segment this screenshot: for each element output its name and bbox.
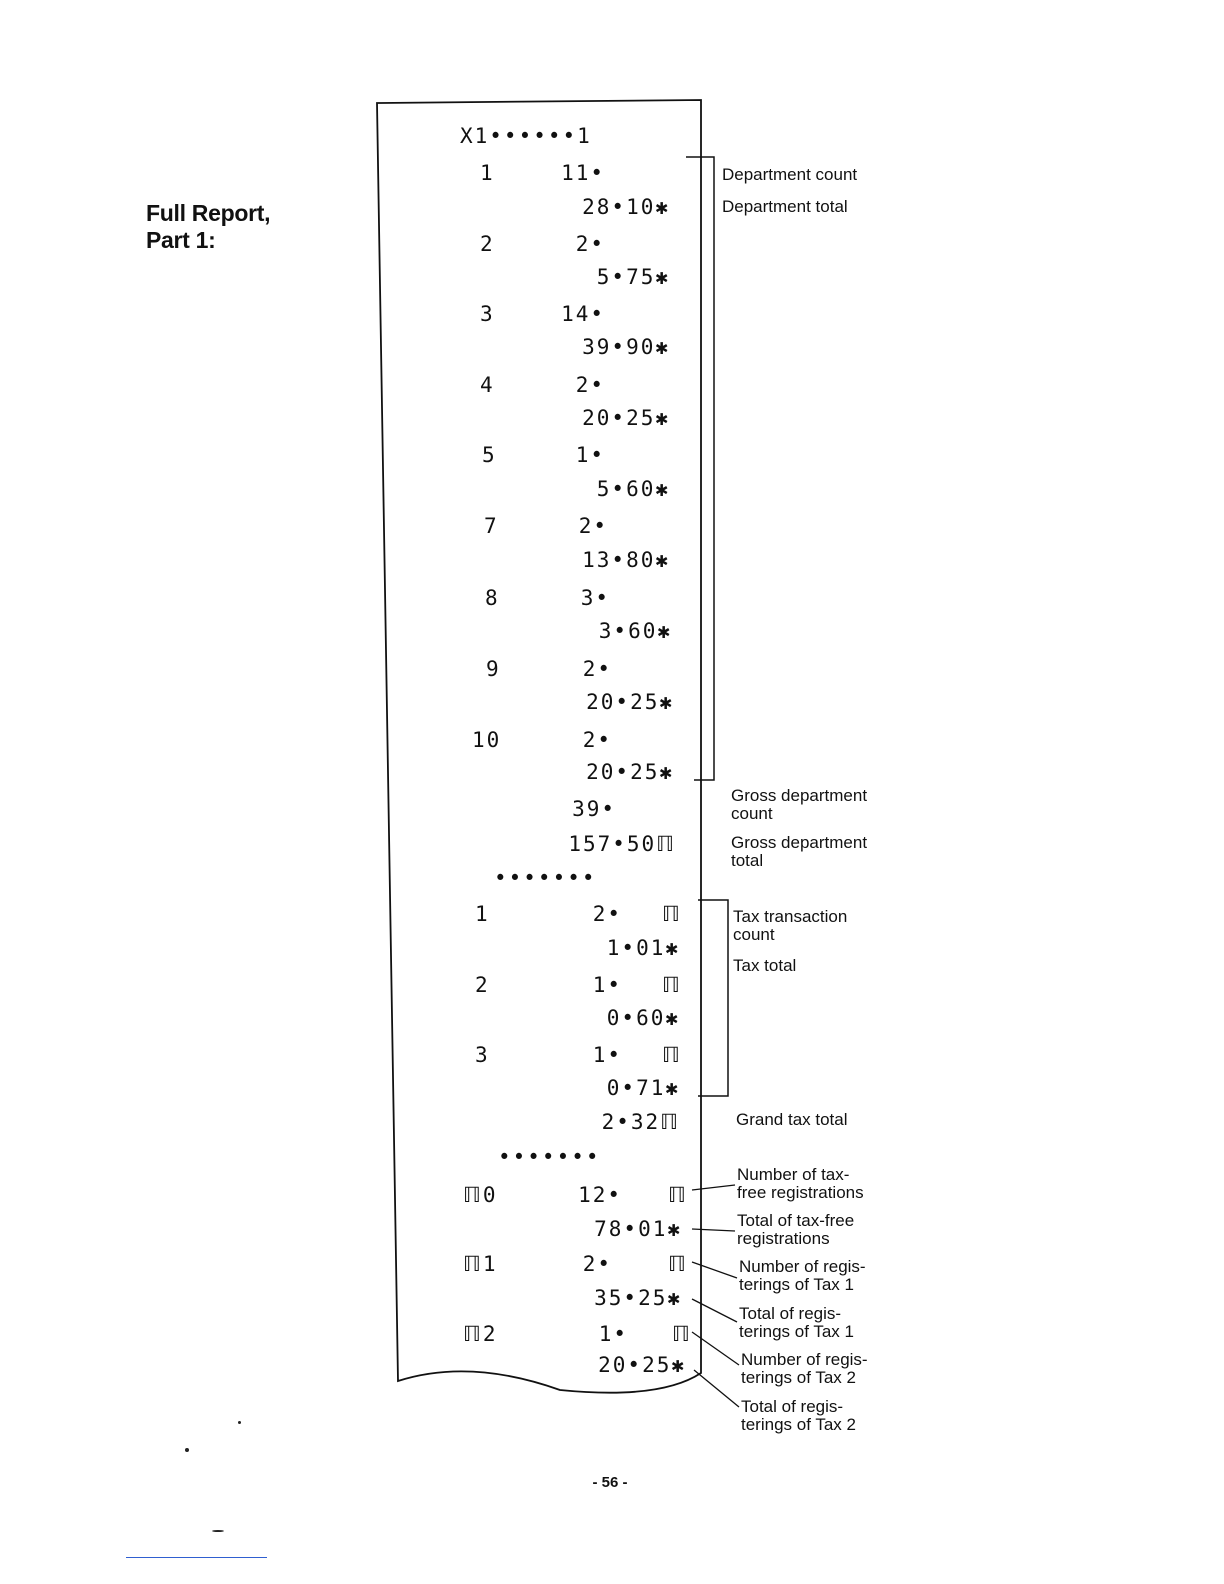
tax-count: 1• bbox=[592, 1043, 622, 1067]
dept-count: 2• bbox=[575, 232, 605, 256]
heading-line-2: Part 1: bbox=[146, 227, 216, 253]
annotation-tax1-total: Total of regis- terings of Tax 1 bbox=[739, 1304, 854, 1341]
dept-total: 5•75✱ bbox=[596, 265, 670, 289]
annotation-taxfree-count: Number of tax- free registrations bbox=[737, 1165, 864, 1202]
registration-count: 2• bbox=[582, 1252, 612, 1276]
page-number: - 56 - bbox=[592, 1474, 628, 1491]
tax-mark: ℿ bbox=[662, 1043, 682, 1067]
annotation-grand-tax-total: Grand tax total bbox=[736, 1110, 848, 1129]
registration-label: ℿ2 bbox=[463, 1322, 498, 1346]
dept-count: 1• bbox=[575, 443, 605, 467]
bracket-department bbox=[686, 157, 714, 780]
scan-speck bbox=[185, 1448, 189, 1452]
receipt-separator: ••••••• bbox=[498, 1145, 601, 1169]
annotation-gross-department-total: Gross department total bbox=[731, 833, 868, 870]
dept-total: 20•25✱ bbox=[582, 406, 670, 430]
tax-total: 1•01✱ bbox=[606, 936, 680, 960]
scan-speck bbox=[212, 1530, 224, 1532]
dept-count: 14• bbox=[561, 302, 605, 326]
dept-number: 1 bbox=[480, 161, 495, 185]
dept-number: 9 bbox=[486, 657, 501, 681]
tax-number: 1 bbox=[475, 902, 490, 926]
tax-count: 2• bbox=[592, 902, 622, 926]
annotation-taxfree-total: Total of tax-free registrations bbox=[737, 1211, 855, 1248]
annotation-gross-department-count: Gross department count bbox=[731, 786, 868, 823]
dept-count: 11• bbox=[561, 161, 605, 185]
scan-speck bbox=[238, 1421, 241, 1424]
annotation-tax-transaction-count: Tax transaction count bbox=[733, 907, 848, 944]
leader-tax1-count bbox=[692, 1262, 737, 1278]
receipt-header: X1••••••1 bbox=[460, 124, 592, 148]
gross-dept-total: 157•50ℿ bbox=[568, 832, 676, 856]
registration-total: 35•25✱ bbox=[594, 1286, 682, 1310]
dept-total: 20•25✱ bbox=[586, 690, 674, 714]
dept-total: 28•10✱ bbox=[582, 195, 670, 219]
dept-total: 39•90✱ bbox=[582, 335, 670, 359]
gross-dept-count: 39• bbox=[572, 797, 616, 821]
dept-number: 10 bbox=[472, 728, 502, 752]
leader-tax2-total bbox=[694, 1370, 739, 1407]
registration-mark: ℿ bbox=[668, 1183, 688, 1207]
tax-number: 2 bbox=[475, 973, 490, 997]
dept-number: 2 bbox=[480, 232, 495, 256]
annotation-tax2-count: Number of regis- terings of Tax 2 bbox=[741, 1350, 868, 1387]
leader-tax2-count bbox=[692, 1332, 739, 1365]
leader-taxfree-count bbox=[692, 1185, 735, 1190]
receipt-separator: ••••••• bbox=[494, 866, 597, 890]
heading-line-1: Full Report, bbox=[146, 200, 271, 226]
tax-mark: ℿ bbox=[662, 973, 682, 997]
bracket-tax bbox=[698, 900, 728, 1096]
dept-count: 2• bbox=[578, 514, 608, 538]
dept-number: 7 bbox=[484, 514, 499, 538]
grand-tax-total: 2•32ℿ bbox=[601, 1110, 680, 1134]
dept-total: 5•60✱ bbox=[596, 477, 670, 501]
registration-label: ℿ0 bbox=[463, 1183, 498, 1207]
dept-total: 13•80✱ bbox=[582, 548, 670, 572]
annotation-department-count: Department count bbox=[722, 165, 858, 184]
dept-count: 3• bbox=[580, 586, 610, 610]
annotation-department-total: Department total bbox=[722, 197, 848, 216]
leader-tax1-total bbox=[692, 1299, 737, 1322]
dept-count: 2• bbox=[582, 728, 612, 752]
tax-total: 0•71✱ bbox=[606, 1076, 680, 1100]
registration-count: 12• bbox=[578, 1183, 622, 1207]
dept-count: 2• bbox=[582, 657, 612, 681]
registration-label: ℿ1 bbox=[463, 1252, 498, 1276]
registration-total: 78•01✱ bbox=[594, 1217, 682, 1241]
dept-total: 20•25✱ bbox=[586, 760, 674, 784]
dept-total: 3•60✱ bbox=[598, 619, 672, 643]
registration-count: 1• bbox=[598, 1322, 628, 1346]
registration-mark: ℿ bbox=[668, 1252, 688, 1276]
footer-rule bbox=[126, 1557, 267, 1558]
dept-number: 4 bbox=[480, 373, 495, 397]
tax-count: 1• bbox=[592, 973, 622, 997]
tax-number: 3 bbox=[475, 1043, 490, 1067]
registration-mark: ℿ bbox=[672, 1322, 692, 1346]
leader-taxfree-total bbox=[692, 1229, 735, 1231]
dept-number: 8 bbox=[485, 586, 500, 610]
annotation-tax-total: Tax total bbox=[733, 956, 797, 975]
dept-number: 3 bbox=[480, 302, 495, 326]
dept-count: 2• bbox=[575, 373, 605, 397]
dept-number: 5 bbox=[482, 443, 497, 467]
tax-mark: ℿ bbox=[662, 902, 682, 926]
annotation-tax2-total: Total of regis- terings of Tax 2 bbox=[741, 1397, 856, 1434]
registration-total: 20•25✱ bbox=[598, 1353, 686, 1377]
annotation-tax1-count: Number of regis- terings of Tax 1 bbox=[739, 1257, 866, 1294]
tax-total: 0•60✱ bbox=[606, 1006, 680, 1030]
